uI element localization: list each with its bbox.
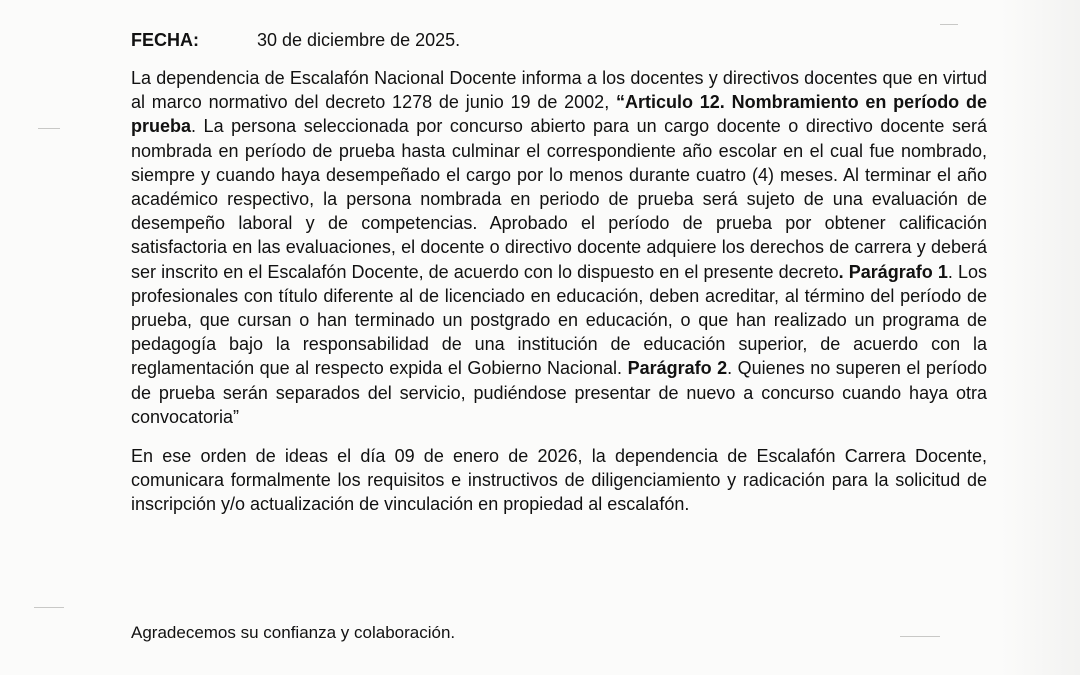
decree-paragraph xyxy=(131,66,987,429)
date-label: FECHA: xyxy=(131,29,199,50)
scan-shadow xyxy=(1000,0,1080,675)
date-line xyxy=(131,26,987,52)
article-12-text: . La persona seleccionada por concurso abierto para un cargo docente o directivo docente será nombrada en período de prueba hasta culminar el correspondiente año escolar en el cual fue nombrado, siempre y cuando haya desempeñado el cargo por lo menos durante cuatro (4) meses. Al terminar el año académico respectivo, la persona nombrada en periodo de prueba será sujeto de una evaluación de desempeño laboral y de competencias. Aprobado el período de prueba por obtener calificación satisfactoria en las evaluaciones, el docente o directivo docente adquiere los derechos de carrera y deberá ser inscrito en el Escalafón Docente, de acuerdo con lo dispuesto en el presente decreto xyxy=(131,116,987,282)
decree-intro: La dependencia de Escalafón Nacional Docente informa a los docentes y directivos docentes que en virtud al marco normativo del decreto 1278 de junio 19 de 2002, xyxy=(131,68,987,113)
announcement-paragraph: En ese orden de ideas el día 09 de enero de 2026, la dependencia de Escalafón Carrera Docente, comunicara formalmente los requisitos e instructivos de diligenciamiento y radicación para la solicitud de inscripción y/o actualización de vinculación en propiedad al escalafón. xyxy=(131,446,987,515)
date-value: 30 de diciembre de 2025. xyxy=(257,29,461,50)
paragrafo-2-heading: Parágrafo 2 xyxy=(627,358,728,379)
article-12-heading: “Articulo 12. Nombramiento en período de prueba xyxy=(131,92,987,137)
scan-mark xyxy=(940,24,958,25)
closing-line: Agradecemos su confianza y colaboración. xyxy=(131,623,456,642)
paragrafo-1-heading: . Parágrafo 1 xyxy=(838,261,948,282)
scan-mark xyxy=(38,128,60,129)
paragrafo-2-text: . Quienes no superen el período de prueba serán separados del servicio, pudiéndose presentar de nuevo a concurso cuando haya otra convocatoria” xyxy=(131,358,987,427)
paragrafo-1-text: . Los profesionales con título diferente al de licenciado en educación, deben acreditar, al término del período de prueba, que cursan o han terminado un postgrado en educación, o que han realizado un programa de pedagogía bajo la responsabilidad de una institución de educación superior, de acuerdo con la reglamentación que al respecto expida el Gobierno Nacional. xyxy=(131,261,988,379)
letter-body xyxy=(131,26,987,517)
scan-mark xyxy=(900,636,940,637)
scan-mark xyxy=(34,607,64,608)
